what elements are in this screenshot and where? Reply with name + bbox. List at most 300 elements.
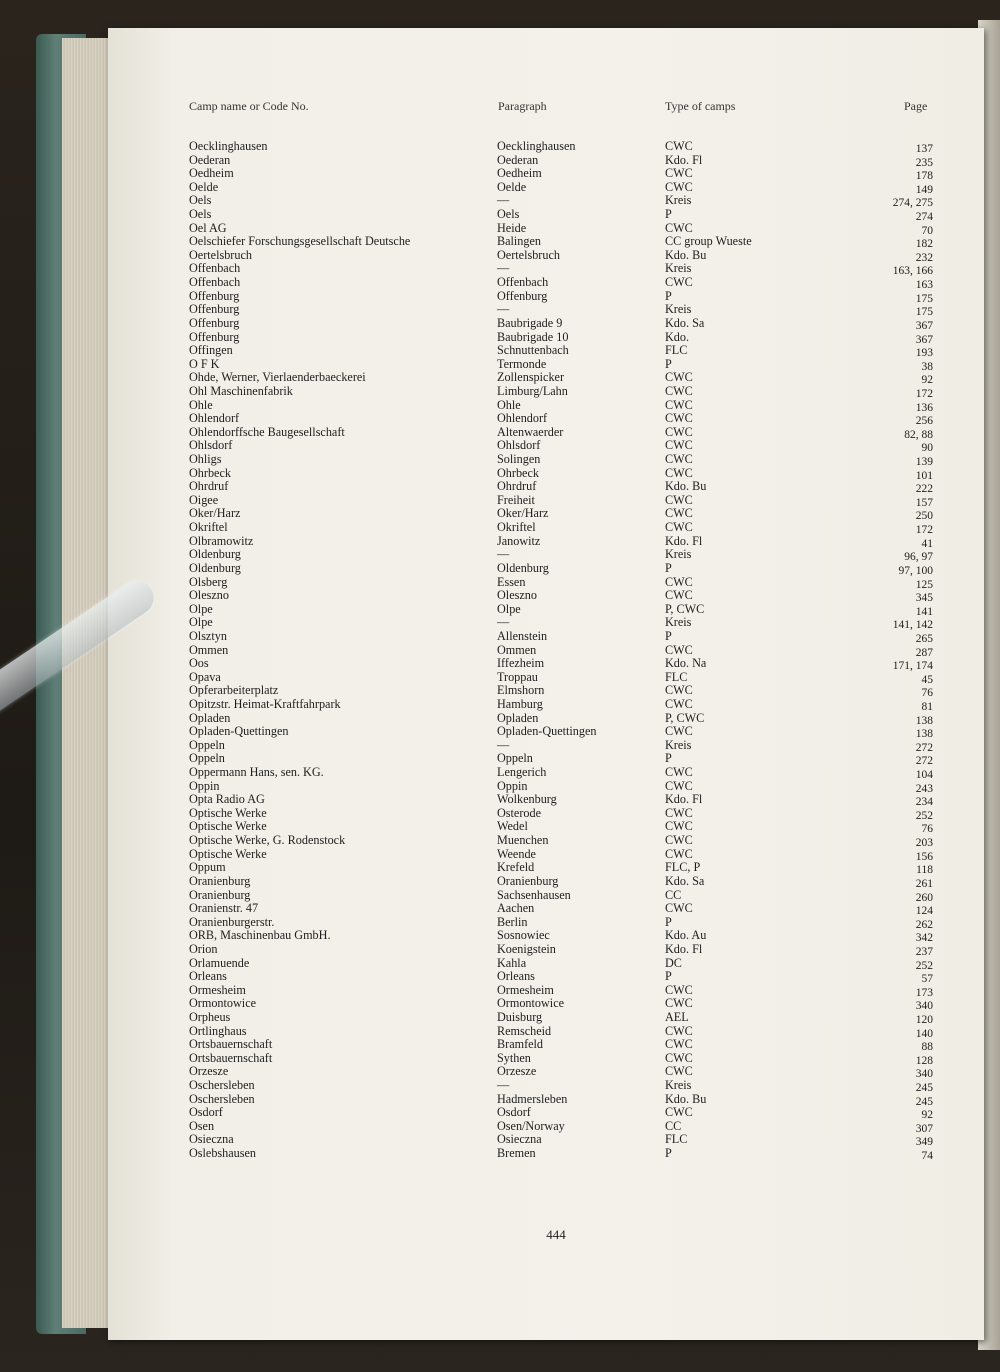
cell-paragraph: Oleszno bbox=[497, 588, 537, 603]
cell-type: CWC bbox=[665, 819, 693, 834]
cell-camp-name: Offenburg bbox=[189, 329, 240, 344]
cell-type: CWC bbox=[665, 166, 693, 181]
cell-page: 349 bbox=[915, 1136, 933, 1149]
cell-camp-name: Oelde bbox=[189, 179, 219, 194]
cell-paragraph: Iffezheim bbox=[497, 656, 545, 671]
cell-page: 92 bbox=[921, 1109, 933, 1122]
table-row bbox=[0, 780, 1000, 794]
header-type: Type of camps bbox=[665, 99, 736, 113]
cell-page: 340 bbox=[915, 1068, 933, 1081]
cell-paragraph: Elmshorn bbox=[497, 683, 545, 698]
cell-paragraph: Oldenburg bbox=[497, 560, 549, 575]
cell-type: CWC bbox=[665, 383, 693, 398]
cell-paragraph: Ohlendorf bbox=[497, 411, 548, 426]
cell-page: 345 bbox=[915, 592, 933, 605]
table-row bbox=[0, 834, 1000, 848]
cell-camp-name: Oleszno bbox=[189, 588, 229, 603]
table-row bbox=[0, 984, 1000, 998]
cell-type: P bbox=[665, 288, 672, 303]
cell-camp-name: Opladen bbox=[189, 710, 231, 725]
cell-paragraph: Limburg/Lahn bbox=[497, 383, 568, 398]
table-row bbox=[0, 276, 1000, 290]
cell-paragraph: Janowitz bbox=[497, 533, 541, 548]
table-row bbox=[0, 657, 1000, 671]
cell-page: 232 bbox=[915, 251, 933, 264]
cell-camp-name: Ohlendorf bbox=[189, 411, 240, 426]
cell-type: AEL bbox=[665, 1010, 689, 1024]
table-row bbox=[0, 222, 1000, 236]
cell-camp-name: Oels bbox=[189, 207, 212, 222]
cell-type: Kdo. Au bbox=[665, 928, 707, 943]
table-row bbox=[0, 480, 1000, 494]
table-row bbox=[0, 262, 1000, 276]
table-row bbox=[0, 358, 1000, 372]
cell-paragraph: Wolkenburg bbox=[497, 792, 557, 807]
cell-camp-name: Oppermann Hans, sen. KG. bbox=[189, 765, 324, 780]
table-row bbox=[0, 1120, 1000, 1134]
cell-paragraph: Solingen bbox=[497, 452, 541, 467]
table-row bbox=[0, 766, 1000, 780]
cell-paragraph: Baubrigade 9 bbox=[497, 315, 563, 330]
cell-type: CWC bbox=[665, 642, 693, 657]
cell-type: Kdo. Na bbox=[665, 656, 707, 671]
cell-type: P bbox=[665, 1146, 672, 1161]
cell-type: Kdo. Bu bbox=[665, 1091, 707, 1106]
cell-page: 250 bbox=[915, 510, 933, 523]
cell-type: CWC bbox=[665, 846, 693, 861]
table-row bbox=[0, 1011, 1000, 1025]
table-row bbox=[0, 889, 1000, 903]
cell-paragraph: Oedheim bbox=[497, 166, 542, 181]
cell-page: 138 bbox=[915, 728, 933, 741]
cell-page: 97, 100 bbox=[898, 564, 933, 577]
cell-paragraph: Oecklinghausen bbox=[497, 139, 576, 153]
table-row bbox=[0, 453, 1000, 467]
cell-page: 340 bbox=[915, 1000, 933, 1013]
cell-page: 88 bbox=[921, 1041, 933, 1054]
cell-paragraph: — bbox=[497, 1078, 510, 1093]
header-page: Page bbox=[904, 99, 928, 113]
cell-page: 287 bbox=[915, 646, 933, 659]
cell-page: 156 bbox=[915, 850, 933, 863]
cell-page: 307 bbox=[915, 1122, 933, 1135]
cell-type: CWC bbox=[665, 492, 693, 507]
cell-camp-name: Osieczna bbox=[189, 1132, 234, 1147]
cell-page: 234 bbox=[915, 796, 933, 809]
table-row bbox=[0, 507, 1000, 521]
cell-type: CWC bbox=[665, 805, 693, 820]
table-row bbox=[0, 194, 1000, 208]
cell-paragraph: Bremen bbox=[497, 1146, 536, 1161]
cell-page: 222 bbox=[915, 483, 933, 496]
table-row bbox=[0, 154, 1000, 168]
cell-type: CWC bbox=[665, 1037, 693, 1052]
cell-camp-name: Offenburg bbox=[189, 288, 240, 303]
cell-paragraph: Oker/Harz bbox=[497, 506, 549, 521]
cell-camp-name: Ohde, Werner, Vierlaenderbaeckerei bbox=[189, 370, 366, 385]
cell-paragraph: Oppeln bbox=[497, 751, 533, 766]
cell-type: Kreis bbox=[665, 261, 692, 276]
table-row bbox=[0, 235, 1000, 249]
cell-type: CWC bbox=[665, 833, 693, 848]
cell-camp-name: Ohl Maschinenfabrik bbox=[189, 383, 293, 398]
cell-camp-name: Oldenburg bbox=[189, 547, 241, 562]
cell-camp-name: Oranienburg bbox=[189, 873, 251, 888]
cell-camp-name: Oigee bbox=[189, 492, 219, 507]
cell-camp-name: Optische Werke bbox=[189, 805, 267, 820]
cell-camp-name: Oels bbox=[189, 193, 212, 208]
cell-type: CWC bbox=[665, 696, 693, 711]
cell-paragraph: Orzesze bbox=[497, 1064, 537, 1079]
cell-camp-name: Oederan bbox=[189, 152, 231, 167]
table-row bbox=[0, 1147, 1000, 1161]
table-row bbox=[0, 970, 1000, 984]
cell-page: 149 bbox=[915, 183, 933, 196]
cell-paragraph: Baubrigade 10 bbox=[497, 329, 569, 344]
table-row bbox=[0, 439, 1000, 453]
cell-type: FLC bbox=[665, 669, 688, 684]
cell-type: P bbox=[665, 751, 672, 766]
table-row bbox=[0, 752, 1000, 766]
cell-paragraph: Kahla bbox=[497, 955, 527, 970]
cell-page: 120 bbox=[915, 1014, 933, 1026]
cell-camp-name: Ortlinghaus bbox=[189, 1023, 247, 1038]
table-row bbox=[0, 1133, 1000, 1147]
cell-type: Kdo. Fl bbox=[665, 941, 703, 956]
table-row bbox=[0, 208, 1000, 222]
cell-type: Kdo. Fl bbox=[665, 533, 703, 548]
cell-page: 173 bbox=[915, 986, 933, 999]
cell-page: 262 bbox=[915, 918, 933, 931]
cell-paragraph: Balingen bbox=[497, 234, 542, 249]
cell-camp-name: Ormontowice bbox=[189, 996, 257, 1011]
cell-type: CWC bbox=[665, 397, 693, 412]
cell-camp-name: Orpheus bbox=[189, 1010, 231, 1024]
cell-page: 76 bbox=[921, 823, 933, 836]
cell-type: CWC bbox=[665, 452, 693, 467]
cell-camp-name: Ohlsdorf bbox=[189, 438, 233, 453]
cell-camp-name: Ohligs bbox=[189, 452, 222, 467]
cell-camp-name: Optische Werke bbox=[189, 819, 267, 834]
cell-camp-name: Offenbach bbox=[189, 275, 241, 290]
cell-type: Kdo. Fl bbox=[665, 792, 703, 807]
table-row bbox=[0, 1079, 1000, 1093]
cell-camp-name: Optische Werke, G. Rodenstock bbox=[189, 833, 346, 848]
cell-paragraph: Ohle bbox=[497, 397, 521, 412]
cell-page: 141 bbox=[915, 605, 933, 618]
cell-paragraph: Olpe bbox=[497, 601, 521, 616]
cell-page: 203 bbox=[915, 837, 933, 850]
cell-camp-name: Opferarbeiterplatz bbox=[189, 683, 279, 698]
table-row bbox=[0, 412, 1000, 426]
table-row bbox=[0, 807, 1000, 821]
cell-camp-name: Olpe bbox=[189, 601, 213, 616]
cell-paragraph: Aachen bbox=[497, 901, 535, 916]
cell-type: CWC bbox=[665, 588, 693, 603]
cell-camp-name: Oos bbox=[189, 656, 209, 671]
cell-page: 57 bbox=[921, 973, 933, 986]
table-row bbox=[0, 630, 1000, 644]
table-row bbox=[0, 1025, 1000, 1039]
table-row bbox=[0, 793, 1000, 807]
cell-page: 245 bbox=[915, 1082, 933, 1095]
table-row bbox=[0, 167, 1000, 181]
table-row bbox=[0, 1038, 1000, 1052]
cell-page: 260 bbox=[915, 891, 933, 904]
table-row bbox=[0, 684, 1000, 698]
table-row bbox=[0, 943, 1000, 957]
cell-paragraph: Altenwaerder bbox=[497, 424, 564, 439]
header-camp-name: Camp name or Code No. bbox=[189, 99, 309, 113]
cell-page: 274 bbox=[915, 211, 933, 224]
table-row bbox=[0, 957, 1000, 971]
cell-type: CWC bbox=[665, 275, 693, 290]
cell-paragraph: Oranienburg bbox=[497, 873, 559, 888]
cell-camp-name: Oel AG bbox=[189, 220, 227, 235]
cell-type: CWC bbox=[665, 1105, 693, 1120]
cell-type: CWC bbox=[665, 724, 693, 739]
cell-page: 104 bbox=[915, 769, 933, 782]
cell-paragraph: Wedel bbox=[497, 819, 528, 834]
cell-paragraph: Termonde bbox=[497, 356, 547, 371]
cell-type: Kreis bbox=[665, 193, 692, 208]
cell-page: 172 bbox=[915, 524, 933, 537]
cell-type: Kdo. Bu bbox=[665, 247, 707, 262]
table-row bbox=[0, 1106, 1000, 1120]
cell-camp-name: Okriftel bbox=[189, 520, 228, 535]
cell-page: 139 bbox=[915, 456, 933, 469]
cell-paragraph: Sosnowiec bbox=[497, 928, 550, 943]
cell-camp-name: Oecklinghausen bbox=[189, 139, 268, 153]
cell-page: 272 bbox=[915, 741, 933, 754]
cell-page: 141, 142 bbox=[892, 619, 933, 632]
cell-type: FLC bbox=[665, 343, 688, 358]
cell-type: CWC bbox=[665, 411, 693, 426]
cell-page: 140 bbox=[915, 1027, 933, 1040]
cell-type: CWC bbox=[665, 901, 693, 916]
cell-page: 96, 97 bbox=[904, 551, 933, 564]
cell-paragraph: Ommen bbox=[497, 642, 537, 657]
cell-paragraph: Essen bbox=[497, 574, 526, 589]
cell-paragraph: Osieczna bbox=[497, 1132, 542, 1147]
table-row bbox=[0, 548, 1000, 562]
cell-page: 157 bbox=[915, 496, 933, 509]
cell-camp-name: Oedheim bbox=[189, 166, 234, 181]
cell-camp-name: Oppin bbox=[189, 778, 220, 793]
cell-camp-name: Ohlendorffsche Baugesellschaft bbox=[189, 424, 345, 439]
cell-paragraph: Weende bbox=[497, 846, 536, 861]
cell-type: CWC bbox=[665, 1064, 693, 1079]
header-paragraph: Paragraph bbox=[498, 99, 547, 113]
cell-page: 92 bbox=[921, 374, 933, 387]
cell-type: P bbox=[665, 356, 672, 371]
cell-type: Kreis bbox=[665, 737, 692, 752]
cell-camp-name: Olsberg bbox=[189, 574, 228, 589]
cell-camp-name: Olpe bbox=[189, 615, 213, 630]
cell-paragraph: Okriftel bbox=[497, 520, 536, 535]
cell-camp-name: Ortsbauernschaft bbox=[189, 1050, 273, 1065]
table-row bbox=[0, 861, 1000, 875]
cell-camp-name: Oppeln bbox=[189, 751, 225, 766]
cell-paragraph: Duisburg bbox=[497, 1010, 543, 1024]
cell-paragraph: Oels bbox=[497, 207, 520, 222]
cell-camp-name: Osen bbox=[189, 1118, 215, 1133]
cell-type: CC bbox=[665, 1118, 682, 1133]
cell-camp-name: Oschersleben bbox=[189, 1078, 255, 1093]
cell-type: Kdo. Sa bbox=[665, 873, 705, 888]
cell-type: CWC bbox=[665, 438, 693, 453]
cell-paragraph: Osterode bbox=[497, 805, 541, 820]
cell-page: 245 bbox=[915, 1095, 933, 1108]
table-row bbox=[0, 902, 1000, 916]
table-row bbox=[0, 644, 1000, 658]
cell-paragraph: Hamburg bbox=[497, 696, 543, 711]
cell-camp-name: Ormesheim bbox=[189, 982, 246, 997]
cell-paragraph: Opladen-Quettingen bbox=[497, 724, 597, 739]
cell-page: 163, 166 bbox=[892, 265, 933, 278]
cell-type: CWC bbox=[665, 520, 693, 535]
cell-paragraph: Zollenspicker bbox=[497, 370, 565, 385]
cell-camp-name: Oker/Harz bbox=[189, 506, 241, 521]
cell-paragraph: Krefeld bbox=[497, 860, 535, 875]
cell-type: CWC bbox=[665, 370, 693, 385]
cell-page: 45 bbox=[921, 673, 933, 686]
cell-camp-name: Offenbach bbox=[189, 261, 241, 276]
cell-type: CWC bbox=[665, 424, 693, 439]
cell-page: 252 bbox=[915, 809, 933, 822]
cell-type: P bbox=[665, 207, 672, 222]
table-row bbox=[0, 303, 1000, 317]
cell-type: CWC bbox=[665, 683, 693, 698]
cell-type: CC group Wueste bbox=[665, 234, 752, 249]
table-row bbox=[0, 671, 1000, 685]
cell-paragraph: Koenigstein bbox=[497, 941, 556, 956]
cell-type: CWC bbox=[665, 765, 693, 780]
cell-camp-name: Oranienburgerstr. bbox=[189, 914, 275, 929]
cell-type: P, CWC bbox=[665, 710, 705, 725]
cell-page: 41 bbox=[921, 537, 933, 550]
cell-page: 237 bbox=[915, 945, 933, 958]
cell-type: Kdo. Bu bbox=[665, 479, 707, 494]
cell-paragraph: Ohlsdorf bbox=[497, 438, 541, 453]
cell-camp-name: Offingen bbox=[189, 343, 233, 358]
cell-paragraph: Muenchen bbox=[497, 833, 549, 848]
cell-camp-name: Osdorf bbox=[189, 1105, 223, 1120]
cell-page: 81 bbox=[921, 700, 933, 713]
cell-page: 136 bbox=[915, 401, 933, 414]
cell-page: 172 bbox=[915, 387, 933, 400]
cell-camp-name: Oppeln bbox=[189, 737, 225, 752]
table-row bbox=[0, 521, 1000, 535]
cell-page: 178 bbox=[915, 170, 933, 183]
cell-page: 182 bbox=[915, 238, 933, 251]
cell-page: 235 bbox=[915, 156, 933, 169]
cell-page: 138 bbox=[915, 714, 933, 727]
cell-paragraph: Oederan bbox=[497, 152, 539, 167]
cell-paragraph: — bbox=[497, 193, 510, 208]
table-row bbox=[0, 698, 1000, 712]
cell-paragraph: Oppin bbox=[497, 778, 528, 793]
cell-camp-name: Oschersleben bbox=[189, 1091, 255, 1106]
cell-type: FLC bbox=[665, 1132, 688, 1147]
cell-camp-name: Opta Radio AG bbox=[189, 792, 265, 807]
cell-type: CWC bbox=[665, 220, 693, 235]
table-row bbox=[0, 875, 1000, 889]
cell-type: CWC bbox=[665, 179, 693, 194]
table-row bbox=[0, 317, 1000, 331]
cell-page: 74 bbox=[921, 1150, 933, 1163]
cell-type: P bbox=[665, 969, 672, 984]
cell-paragraph: Oelde bbox=[497, 179, 527, 194]
cell-camp-name: Offenburg bbox=[189, 302, 240, 317]
cell-paragraph: Oertelsbruch bbox=[497, 247, 560, 262]
table-row bbox=[0, 249, 1000, 263]
cell-page: 101 bbox=[915, 469, 933, 482]
table-row bbox=[0, 290, 1000, 304]
cell-paragraph: Ormesheim bbox=[497, 982, 554, 997]
cell-page: 261 bbox=[915, 877, 933, 890]
cell-paragraph: Schnuttenbach bbox=[497, 343, 569, 358]
table-row bbox=[0, 997, 1000, 1011]
cell-paragraph: Offenbach bbox=[497, 275, 549, 290]
table-row bbox=[0, 916, 1000, 930]
cell-paragraph: Heide bbox=[497, 220, 527, 235]
cell-type: Kdo. bbox=[665, 329, 690, 344]
cell-paragraph: Sachsenhausen bbox=[497, 887, 571, 902]
cell-paragraph: Osen/Norway bbox=[497, 1118, 565, 1133]
index-table bbox=[0, 140, 1000, 1161]
cell-camp-name: Optische Werke bbox=[189, 846, 267, 861]
cell-page: 163 bbox=[915, 279, 933, 292]
cell-paragraph: Ohrbeck bbox=[497, 465, 539, 480]
cell-page: 38 bbox=[921, 360, 933, 373]
cell-page: 272 bbox=[915, 755, 933, 768]
cell-type: Kreis bbox=[665, 615, 692, 630]
table-row bbox=[0, 1065, 1000, 1079]
table-row bbox=[0, 562, 1000, 576]
cell-paragraph: Ormontowice bbox=[497, 996, 565, 1011]
cell-paragraph: Hadmersleben bbox=[497, 1091, 568, 1106]
cell-paragraph: Remscheid bbox=[497, 1023, 552, 1038]
cell-paragraph: Offenburg bbox=[497, 288, 548, 303]
cell-paragraph: Opladen bbox=[497, 710, 539, 725]
cell-camp-name: Oppum bbox=[189, 860, 226, 875]
table-row bbox=[0, 494, 1000, 508]
table-row bbox=[0, 371, 1000, 385]
cell-type: Kdo. Fl bbox=[665, 152, 703, 167]
cell-camp-name: Olbramowitz bbox=[189, 533, 254, 548]
cell-camp-name: Olsztyn bbox=[189, 628, 227, 643]
cell-camp-name: O F K bbox=[189, 356, 220, 371]
cell-camp-name: Orleans bbox=[189, 969, 227, 984]
cell-page: 342 bbox=[915, 932, 933, 945]
table-row bbox=[0, 399, 1000, 413]
cell-paragraph: — bbox=[497, 737, 510, 752]
cell-camp-name: Ohle bbox=[189, 397, 213, 412]
table-row bbox=[0, 848, 1000, 862]
cell-camp-name: Opitzstr. Heimat-Kraftfahrpark bbox=[189, 696, 341, 711]
cell-page: 265 bbox=[915, 632, 933, 645]
table-row bbox=[0, 1093, 1000, 1107]
table-row bbox=[0, 725, 1000, 739]
cell-page: 193 bbox=[915, 347, 933, 360]
cell-page: 70 bbox=[921, 224, 933, 237]
cell-type: CWC bbox=[665, 1023, 693, 1038]
cell-type: Kdo. Sa bbox=[665, 315, 705, 330]
cell-paragraph: — bbox=[497, 547, 510, 562]
cell-page: 128 bbox=[915, 1054, 933, 1067]
cell-type: CWC bbox=[665, 778, 693, 793]
